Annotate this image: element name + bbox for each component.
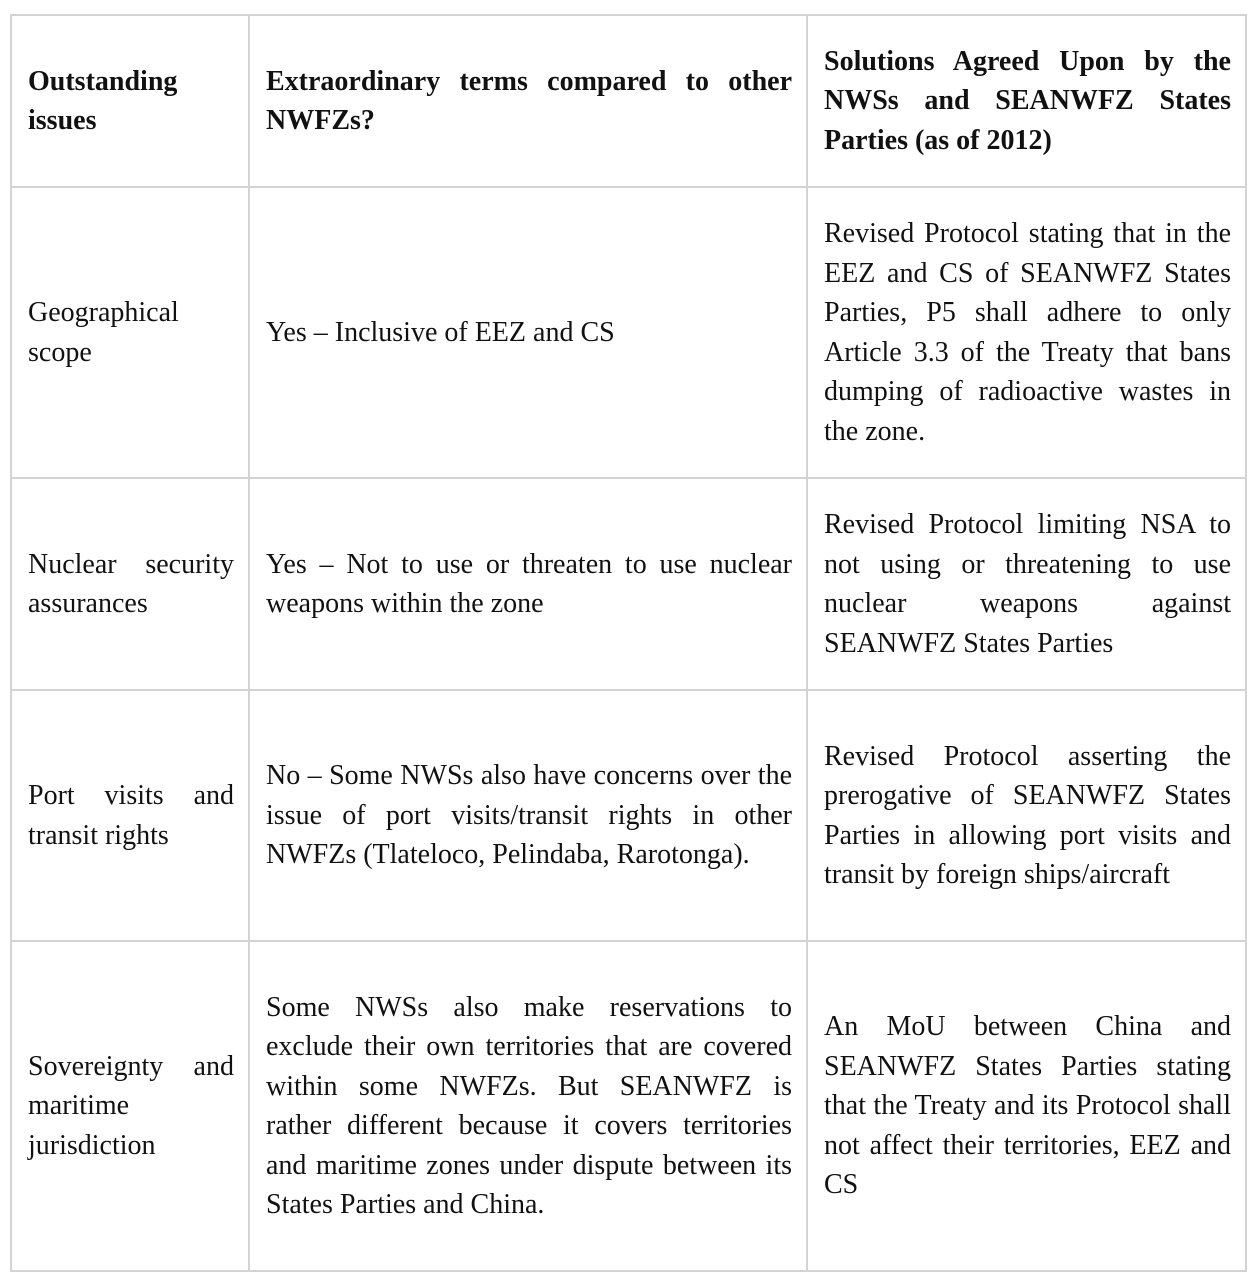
table-row <box>11 478 1246 690</box>
issue-cell: Sovereignty and maritime jurisdiction <box>11 941 249 1271</box>
issue-cell: Nuclear security assurances <box>11 478 249 690</box>
extraordinary-cell: Yes – Not to use or threaten to use nuclear weapons within the zone <box>249 478 807 690</box>
header-solutions-agreed: Solutions Agreed Upon by the NWSs and SEANWFZ States Parties (as of 2012) <box>807 15 1246 187</box>
issues-table <box>10 14 1247 1272</box>
solution-cell: Revised Protocol stating that in the EEZ and CS of SEANWFZ States Parties, P5 shall adhere to only Article 3.3 of the Treaty that bans dumping of radioactive wastes in the zone. <box>807 187 1246 478</box>
issue-cell: Geographical scope <box>11 187 249 478</box>
extraordinary-cell: Some NWSs also make reservations to exclude their own territories that are covered within some NWFZs. But SEANWFZ is rather different because it covers territories and maritime zones under dispute between its States Parties and China. <box>249 941 807 1271</box>
header-extraordinary-terms: Extraordinary terms compared to other NWFZs? <box>249 15 807 187</box>
solution-cell: Revised Protocol asserting the prerogative of SEANWFZ States Parties in allowing port visits and transit by foreign ships/aircraft <box>807 690 1246 941</box>
table-row <box>11 941 1246 1271</box>
extraordinary-cell: No – Some NWSs also have concerns over the issue of port visits/transit rights in other NWFZs (Tlateloco, Pelindaba, Rarotonga). <box>249 690 807 941</box>
solution-cell: An MoU between China and SEANWFZ States Parties stating that the Treaty and its Protocol shall not affect their territories, EEZ and CS <box>807 941 1246 1271</box>
extraordinary-cell: Yes – Inclusive of EEZ and CS <box>249 187 807 478</box>
issue-cell: Port visits and transit rights <box>11 690 249 941</box>
table-header-row <box>11 15 1246 187</box>
table-row <box>11 690 1246 941</box>
header-outstanding-issues: Outstanding issues <box>11 15 249 187</box>
table-row <box>11 187 1246 478</box>
solution-cell: Revised Protocol limiting NSA to not using or threatening to use nuclear weapons against SEANWFZ States Parties <box>807 478 1246 690</box>
